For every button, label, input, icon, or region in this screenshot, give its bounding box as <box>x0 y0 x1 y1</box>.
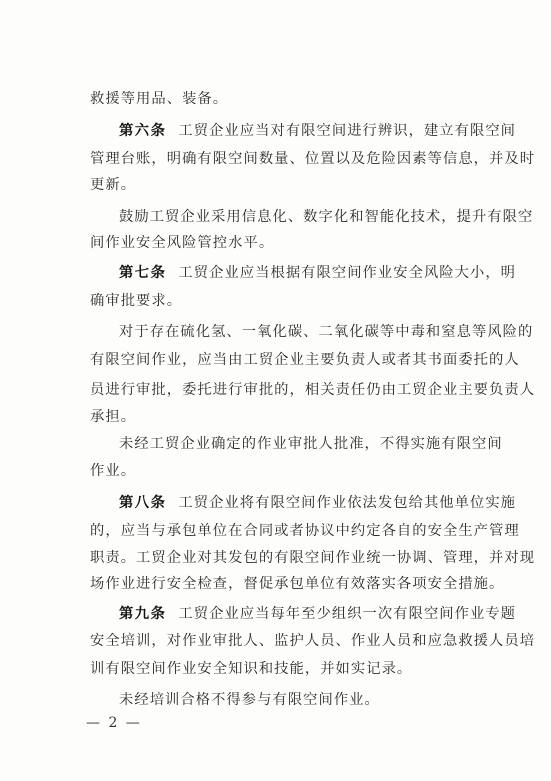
text-line: 的，应当与承包单位在合同或者协议中约定各自的安全生产管理 <box>90 523 520 539</box>
text-line: 救援等用品、装备。 <box>90 91 229 107</box>
text-line: 场作业进行安全检查，督促承包单位有效落实各项安全措施。 <box>90 576 505 592</box>
text-line: 作业。 <box>90 463 137 479</box>
article-label: 第七条 <box>119 265 167 281</box>
text-line: 员进行审批，委托进行审批的，相关责任仍由工贸企业主要负责人 <box>90 382 536 398</box>
text-line: 确审批要求。 <box>90 293 183 309</box>
text-line: 未经工贸企业确定的作业审批人批准，不得实施有限空间 <box>119 436 503 452</box>
article-label: 第九条 <box>119 606 167 622</box>
text-line: 职责。工贸企业对其发包的有限空间作业统一协调、管理，并对现 <box>90 550 536 566</box>
text-line: 间作业安全风险管控水平。 <box>90 235 275 251</box>
text-line: 对于存在硫化氢、一氧化碳、二氧化碳等中毒和窒息等风险的 <box>119 324 534 340</box>
text-line: 鼓励工贸企业采用信息化、数字化和智能化技术，提升有限空 <box>119 209 534 225</box>
text-line: 有限空间作业，应当由工贸企业主要负责人或者其书面委托的人 <box>90 352 520 368</box>
article-label: 第八条 <box>119 495 167 511</box>
page-number: — 2 — <box>86 715 142 731</box>
article-heading-line: 第六条 工贸企业应当对有限空间进行辨识，建立有限空间 <box>119 123 517 139</box>
article-heading-line: 第八条 工贸企业将有限空间作业依法发包给其他单位实施 <box>119 495 517 511</box>
text-line: 更新。 <box>90 177 137 193</box>
article-label: 第六条 <box>119 123 167 139</box>
text-line: 未经培训合格不得参与有限空间作业。 <box>119 692 380 708</box>
text-line: 管理台账，明确有限空间数量、位置以及危险因素等信息，并及时 <box>90 151 536 167</box>
text-line: 承担。 <box>90 409 137 425</box>
text-line: 训有限空间作业安全知识和技能，并如实记录。 <box>90 661 413 677</box>
text-line: 安全培训，对作业审批人、监护人员、作业人员和应急救援人员培 <box>90 633 536 649</box>
article-heading-line: 第九条 工贸企业应当每年至少组织一次有限空间作业专题 <box>119 606 517 622</box>
article-heading-line: 第七条 工贸企业应当根据有限空间作业安全风险大小，明 <box>119 265 517 281</box>
